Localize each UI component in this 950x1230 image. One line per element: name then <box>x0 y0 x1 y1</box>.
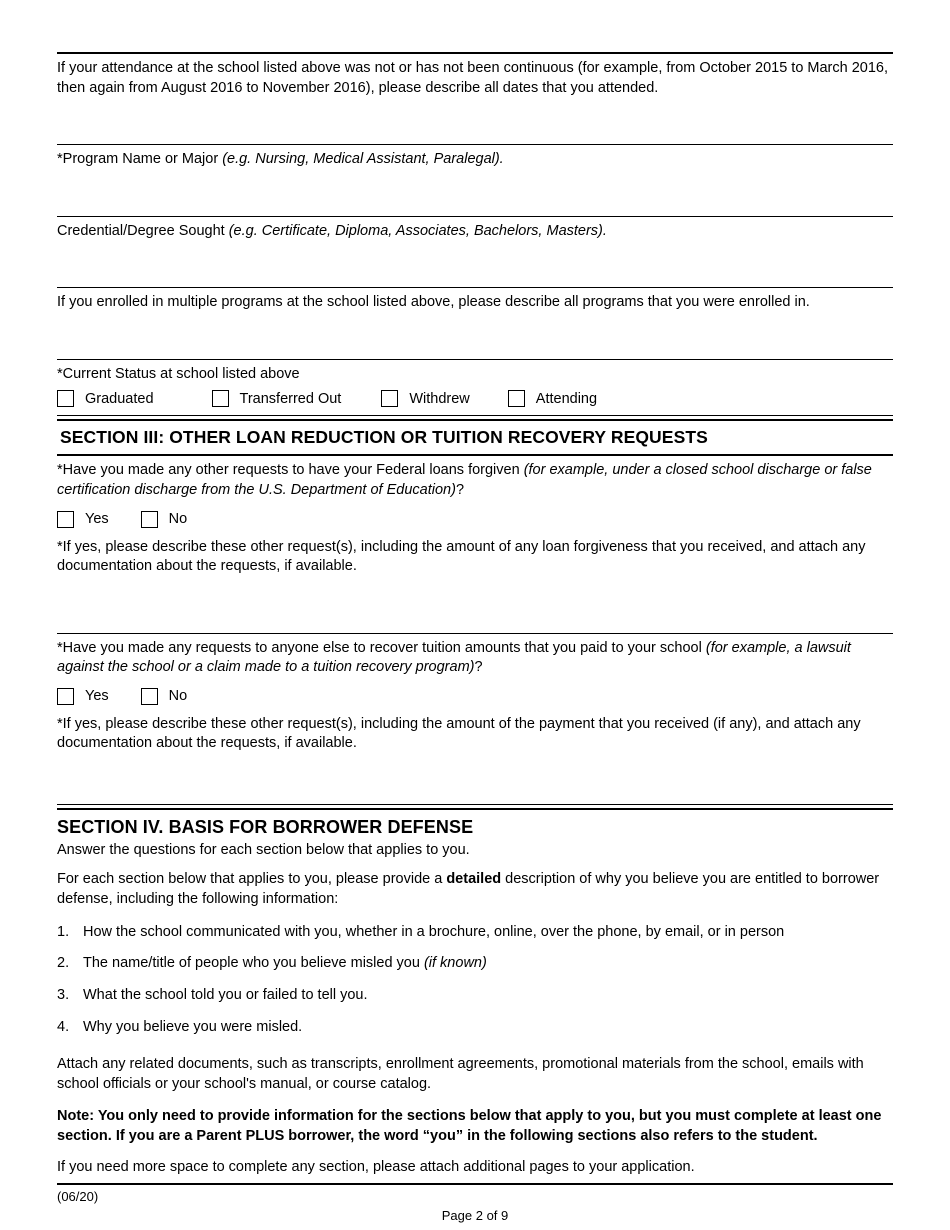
credential-example: (e.g. Certificate, Diploma, Associates, Bachelors, Masters). <box>228 222 607 239</box>
program-name-label: *Program Name or Major <box>57 151 223 168</box>
checkbox-icon[interactable] <box>57 390 74 407</box>
multiple-programs-prompt: If you enrolled in multiple programs at the school listed above, please describe all programs that you were enrolled in. <box>57 294 810 311</box>
q2-text-a: *Have you made any requests to anyone else to recover tuition amounts that you paid to your school <box>57 639 706 656</box>
credential-answer-area[interactable] <box>57 241 893 287</box>
list-item-number: 2. <box>57 955 70 972</box>
list-item <box>57 1018 893 1037</box>
checkbox-icon[interactable] <box>381 390 398 407</box>
q2-answer-area[interactable] <box>57 754 893 804</box>
list-item <box>57 954 893 973</box>
footer-revision: (06/20) <box>57 1189 99 1204</box>
q1-followup: *If yes, please describe these other request(s), including the amount of any loan forgiveness that you received, and attach any documentation about the requests, if available. <box>57 538 866 575</box>
q1-text-italic: (for example, under a closed school discharge or false certification discharge from the U.S. Department of Education) <box>57 462 872 498</box>
current-status-label: *Current Status at school listed above <box>57 365 300 382</box>
program-name-block <box>57 145 893 170</box>
status-option-withdrew[interactable] <box>381 390 469 407</box>
q1-option-label: Yes <box>85 511 109 527</box>
section-iii-q2 <box>57 634 893 754</box>
q2-text-italic: (for example, a lawsuit against the school or a claim made to a tuition recovery program) <box>57 639 851 676</box>
q2-followup: *If yes, please describe these other request(s), including the amount of the payment that you received (if any), and attach any documentation about the requests, if available. <box>57 715 861 752</box>
list-item-number: 4. <box>57 1019 70 1036</box>
q1-option-no[interactable] <box>141 511 188 528</box>
list-item-number: 3. <box>57 987 70 1004</box>
multiple-programs-answer-area[interactable] <box>57 313 893 359</box>
detail-text-b: description of why you believe you are entitled to borrower defense, including the following information: <box>57 871 880 907</box>
status-option-label: Withdrew <box>409 390 470 407</box>
section-iv-heading: SECTION IV. BASIS FOR BORROWER DEFENSE <box>57 816 474 837</box>
q1-text-b: ? <box>455 481 465 498</box>
detail-text-a: For each section below that applies to you, please provide a <box>57 871 447 888</box>
current-status-options <box>57 384 893 415</box>
status-option-graduated[interactable] <box>57 390 154 407</box>
detail-text-bold: detailed <box>446 871 502 888</box>
attendance-answer-area[interactable] <box>57 98 893 144</box>
checkbox-icon[interactable] <box>57 511 74 528</box>
section-iii-q1 <box>57 456 893 576</box>
q1-text-a: *Have you made any other requests to have your Federal loans forgiven <box>57 462 524 479</box>
q2-option-yes[interactable] <box>57 688 109 705</box>
list-item-text: What the school told you or failed to tell you. <box>83 987 368 1004</box>
list-item-text-italic: (if known) <box>423 955 487 972</box>
status-option-attending[interactable] <box>508 390 597 407</box>
attendance-prompt: If your attendance at the school listed above was not or has not been continuous (for example, from October 2015 to March 2016, then again from August 2016 to November 2016), please describe all dates that you attended. <box>57 60 889 96</box>
q2-text-b: ? <box>474 659 483 676</box>
q2-option-label: No <box>168 688 188 705</box>
checkbox-icon[interactable] <box>212 390 229 407</box>
checkbox-icon[interactable] <box>141 688 158 705</box>
q2-option-no[interactable] <box>141 688 188 705</box>
status-option-transferred-out[interactable] <box>212 390 342 407</box>
q1-answer-area[interactable] <box>57 577 893 633</box>
section-iv-intro: Answer the questions for each section below that applies to you. <box>57 841 470 858</box>
list-item <box>57 986 893 1005</box>
footer-page-number: Page 2 of 9 <box>441 1208 509 1223</box>
list-item-text <box>83 954 487 973</box>
credential-label: Credential/Degree Sought <box>57 222 229 239</box>
status-option-label: Attending <box>535 390 598 407</box>
section-iii-heading: SECTION III: OTHER LOAN REDUCTION OR TUITION RECOVERY REQUESTS <box>60 427 708 448</box>
current-status-block <box>57 360 893 416</box>
q2-option-label: Yes <box>85 688 109 705</box>
q1-yes-no-options <box>57 501 893 534</box>
multiple-programs-block <box>57 288 893 313</box>
credential-block <box>57 217 893 242</box>
list-item <box>57 923 893 942</box>
section-iv-detail <box>57 870 893 922</box>
section-iv-note: Note: You only need to provide information for the sections below that apply to you, but you must complete at least one section. If you are a Parent PLUS borrower, the word “you” in the following sections also refers to the student. <box>57 1108 882 1144</box>
list-item-text: Why you believe you were misled. <box>83 1019 303 1036</box>
section-iv-attach: Attach any related documents, such as transcripts, enrollment agreements, promotional materials from the school, emails with school officials or your school's manual, or course catalog. <box>57 1055 864 1092</box>
page-footer <box>57 1183 893 1223</box>
checkbox-icon[interactable] <box>508 390 525 407</box>
program-name-example: (e.g. Nursing, Medical Assistant, Paralegal). <box>222 151 504 168</box>
q2-yes-no-options <box>57 678 893 711</box>
q1-option-yes[interactable] <box>57 511 109 528</box>
checkbox-icon[interactable] <box>57 688 74 705</box>
checkbox-icon[interactable] <box>141 511 158 528</box>
status-option-label: Transferred Out <box>239 390 342 407</box>
attendance-block <box>57 54 893 98</box>
section-iv-list <box>57 923 893 1037</box>
list-item-text-a: The name/title of people who you believe misled you <box>83 955 424 972</box>
program-name-answer-area[interactable] <box>57 170 893 216</box>
status-option-label: Graduated <box>85 390 154 407</box>
list-item-text: How the school communicated with you, whether in a brochure, online, over the phone, by email, or in person <box>83 923 785 940</box>
q1-option-label: No <box>168 511 188 527</box>
section-iv-more-space: If you need more space to complete any section, please attach additional pages to your application. <box>57 1159 695 1176</box>
list-item-number: 1. <box>57 923 70 940</box>
